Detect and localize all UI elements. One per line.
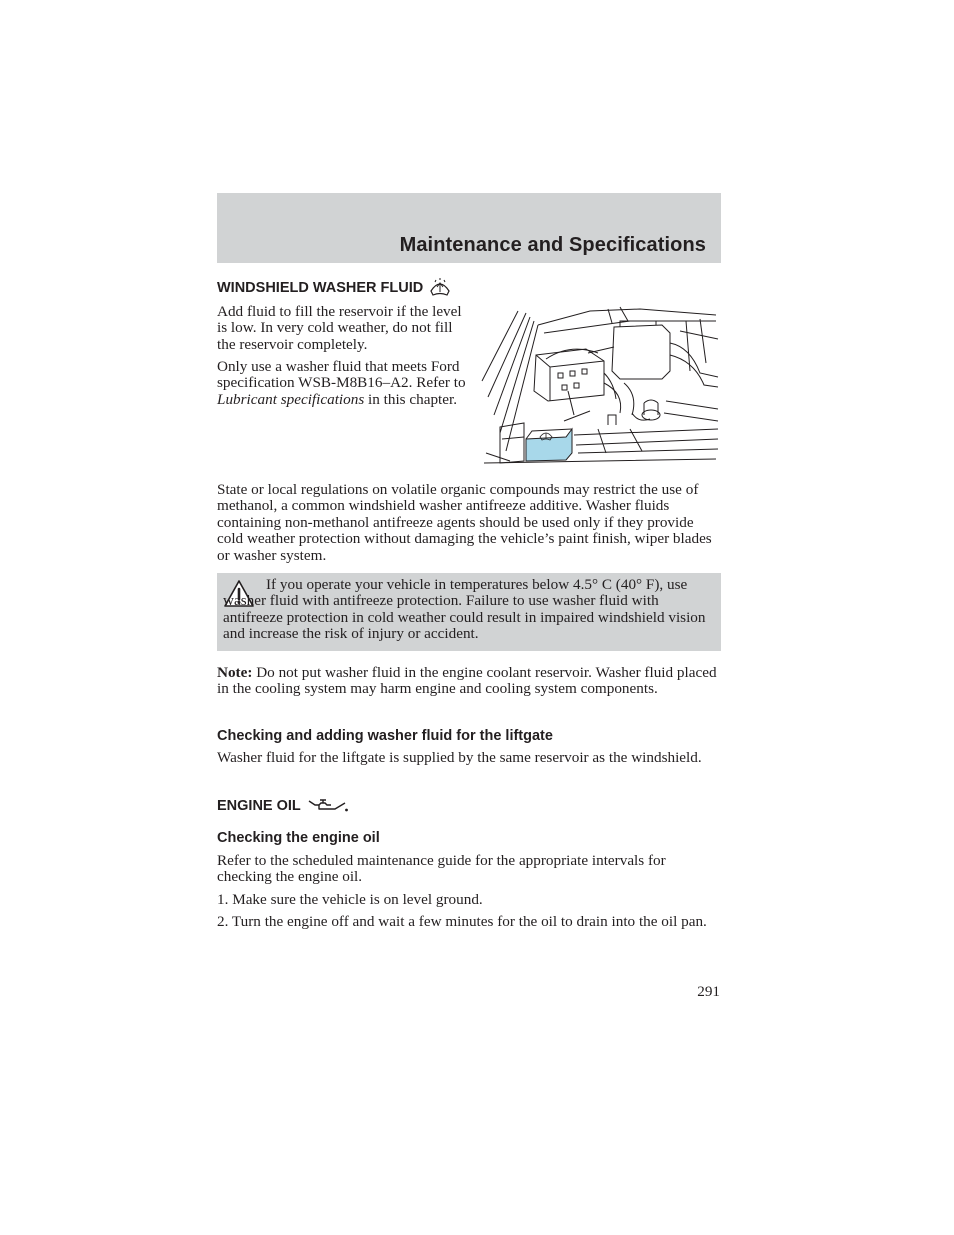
checking-oil-heading: Checking the engine oil <box>217 830 380 846</box>
note-paragraph <box>217 665 722 698</box>
warning-text: If you operate your vehicle in temperatures below 4.5° C (40° F), use washer fluid with antifreeze protection. Failure to use washer fluid with antifreeze protection in cold weather could result in impaired windshield vision and increase the risk of injury or accident. <box>223 576 706 643</box>
note-label: Note: <box>217 664 253 681</box>
note-text: Do not put washer fluid in the engine coolant reservoir. Washer fluid placed in the cooling system may harm engine and cooling system components. <box>217 664 717 698</box>
page-title: Maintenance and Specifications <box>399 234 706 256</box>
washer-paragraph-2 <box>217 359 472 408</box>
oil-can-icon <box>307 797 349 815</box>
washer-fluid-heading-text: WINDSHIELD WASHER FLUID <box>217 280 424 296</box>
engine-compartment-illustration <box>480 303 722 467</box>
washer-paragraph-2-end: in this chapter. <box>364 390 458 408</box>
liftgate-paragraph: Washer fluid for the liftgate is supplied by the same reservoir as the windshield. <box>217 749 702 766</box>
washer-paragraph-1: Add fluid to fill the reservoir if the level is low. In very cold weather, do not fill the reservoir completely. <box>217 303 462 353</box>
washer-paragraph-2-start: Only use a washer fluid that meets Ford specification WSB-M8B16–A2. Refer to <box>217 358 466 392</box>
warning-box <box>217 573 721 651</box>
methanol-regulations-paragraph: State or local regulations on volatile organic compounds may restrict the use of methanol, a common windshield washer antifreeze additive. Washer fluids containing non-methanol antifreeze agents should be used only if they provide cold weather protection without damaging the vehicle’s paint finish, wiper blades or washer system. <box>217 481 712 564</box>
oil-step-1: 1. Make sure the vehicle is on level ground. <box>217 891 483 908</box>
engine-oil-heading-text: ENGINE OIL <box>217 798 301 814</box>
washer-fluid-icon <box>428 278 452 298</box>
lubricant-spec-reference: Lubricant specifications <box>217 390 365 408</box>
engine-oil-heading <box>217 797 349 815</box>
oil-step-2: 2. Turn the engine off and wait a few minutes for the oil to drain into the oil pan. <box>217 913 707 930</box>
header-band <box>217 193 721 263</box>
washer-fluid-heading <box>217 278 452 298</box>
page-number: 291 <box>697 983 720 1000</box>
liftgate-heading: Checking and adding washer fluid for the liftgate <box>217 728 553 744</box>
oil-paragraph-1: Refer to the scheduled maintenance guide for the appropriate intervals for checking the engine oil. <box>217 852 666 886</box>
